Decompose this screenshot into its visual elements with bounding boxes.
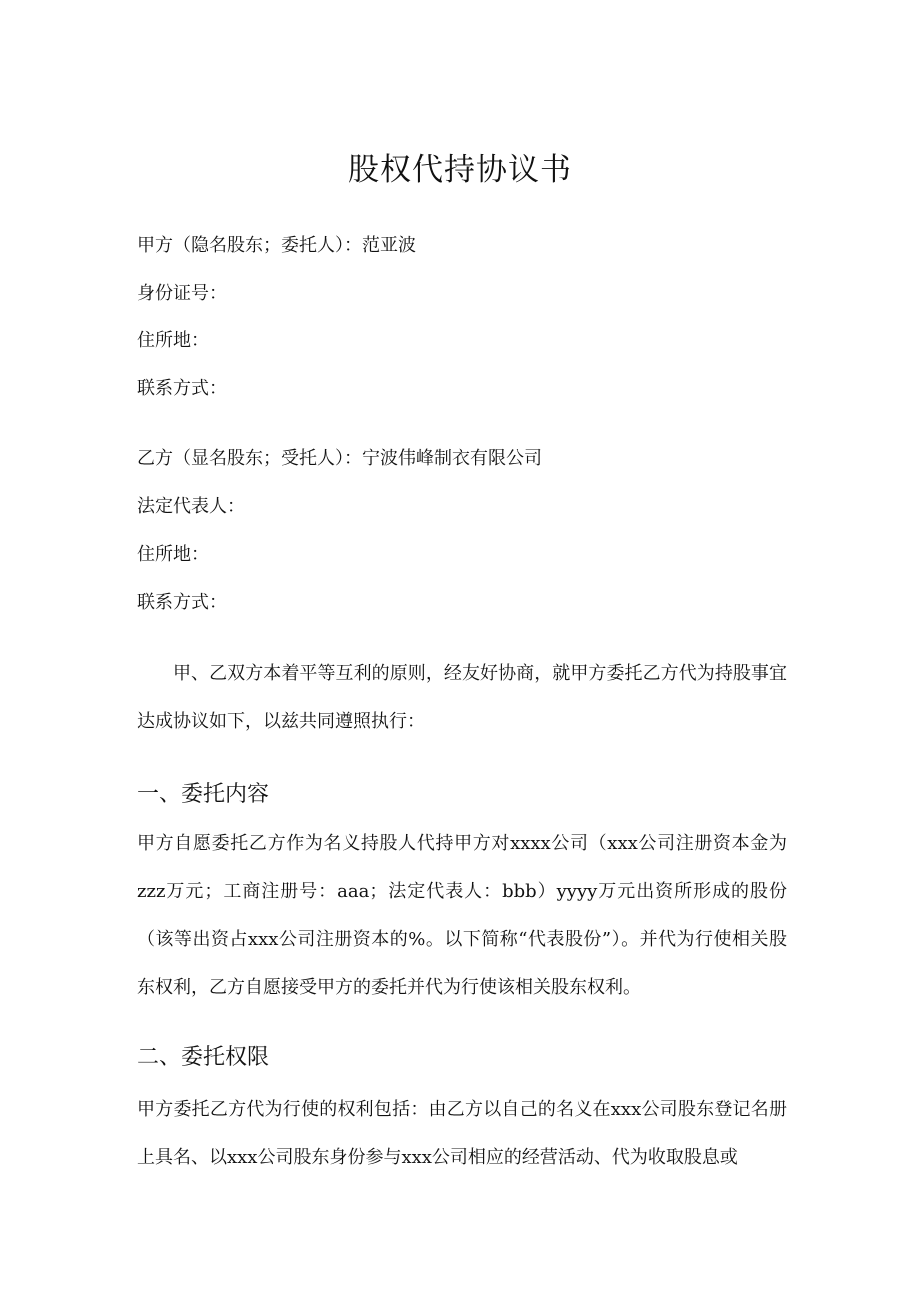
- party-a-id: 身份证号：: [137, 283, 227, 304]
- party-a-name: 甲方（隐名股东；委托人）：范亚波: [137, 235, 416, 256]
- section-2-body: 甲方委托乙方代为行使的权利包括：由乙方以自己的名义在xxx公司股东登记名册上具名、以xxx公司股东身份参与xxx公司相应的经营活动、代为收取股息或: [137, 1099, 787, 1168]
- preamble-paragraph: 甲、乙双方本着平等互利的原则，经友好协商，就甲方委托乙方代为持股事宜达成协议如下，以兹共同遵照执行：: [137, 663, 787, 732]
- party-a-contact: 联系方式：: [137, 378, 227, 399]
- party-b-contact: 联系方式：: [137, 592, 227, 613]
- section-2-heading: 二、委托权限: [137, 1045, 270, 1070]
- document-title: 股权代持协议书: [348, 152, 572, 188]
- party-a-address: 住所地：: [137, 330, 209, 351]
- party-b-address: 住所地：: [137, 544, 209, 565]
- party-b-representative: 法定代表人：: [137, 496, 245, 517]
- section-1-body: 甲方自愿委托乙方作为名义持股人代持甲方对xxxx公司（xxx公司注册资本金为zzz万元；工商注册号：aaa；法定代表人：bbb）yyyy万元出资所形成的股份（该等出资占xxx公司注册资本的%。以下简称“代表股份”）。并代为行使相关股东权利，乙方自愿接受甲方的委托并代为行使该相关股东权利。: [137, 833, 787, 998]
- section-1-heading: 一、委托内容: [137, 782, 270, 807]
- party-b-name: 乙方（显名股东；受托人）：宁波伟峰制衣有限公司: [137, 448, 542, 469]
